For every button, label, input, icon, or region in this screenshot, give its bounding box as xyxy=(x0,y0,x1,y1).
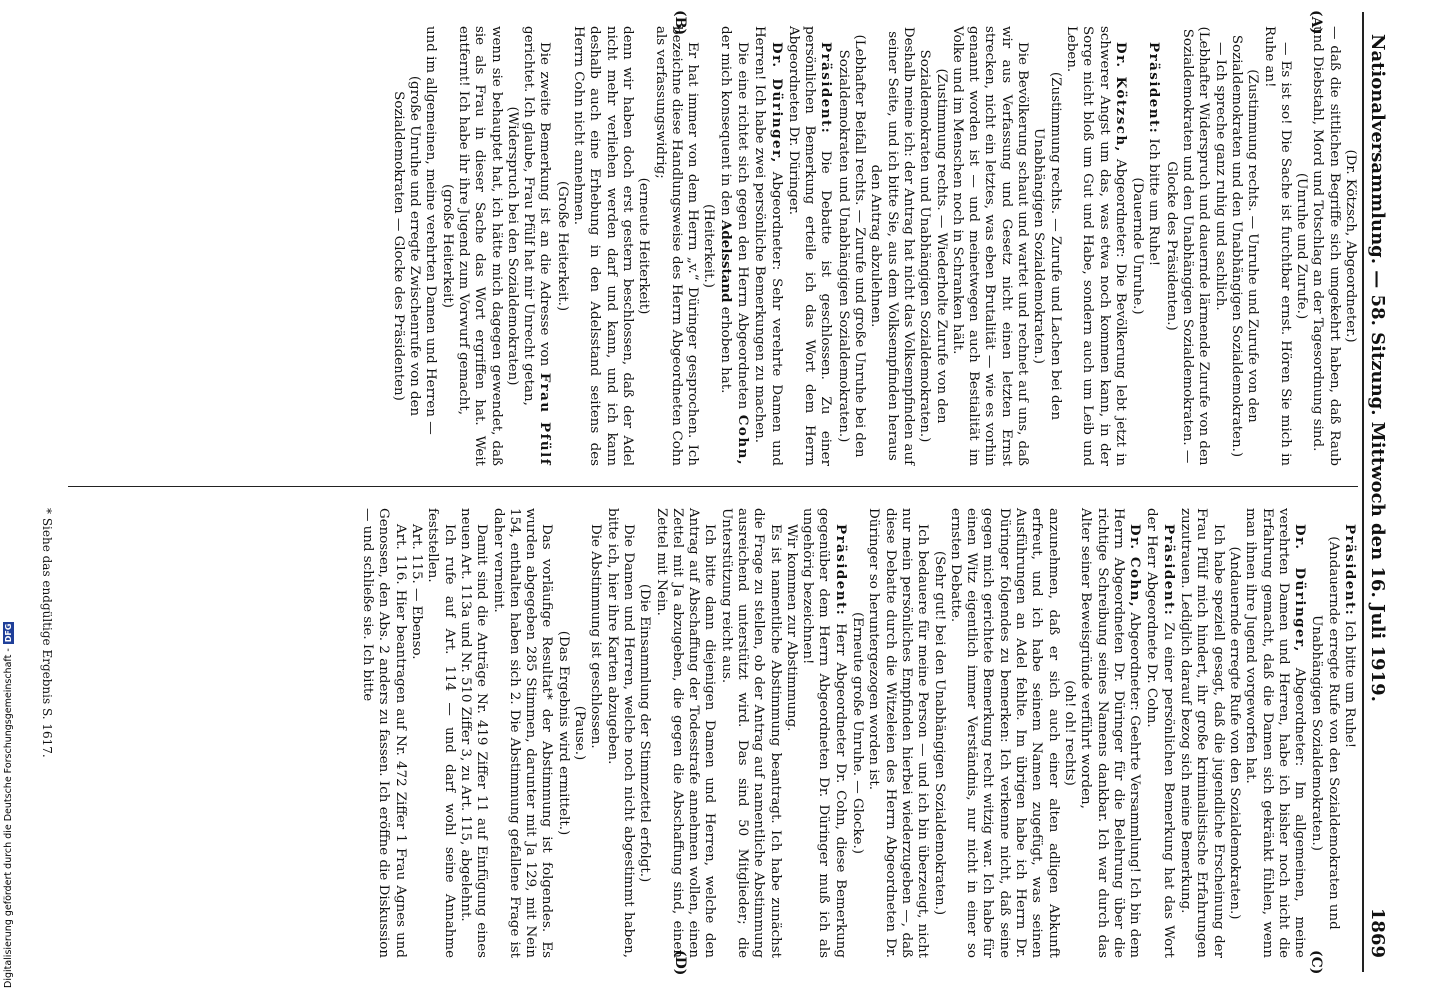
speech-paragraph xyxy=(751,26,785,466)
speech-paragraph xyxy=(1143,508,1177,958)
paragraph: Art. 115. — Ebenso. xyxy=(409,524,425,660)
speaker-name: Dr. Cohn, xyxy=(1127,524,1144,609)
interjection: (Große Heiterkeit.) xyxy=(554,180,570,312)
speech-paragraph xyxy=(1341,508,1358,958)
margin-marker-d: (D) xyxy=(672,950,688,976)
speech-text: Abgeordneter: Geehrte Versammlung! Ich bin dem Herrn Abgeordneten Dr. Düringer für die Belehrung über die richtige Schreibung seines Namens dankbar. Ich war durch das Alter seiner Beweisgründe verführt worden, xyxy=(1078,508,1143,958)
paragraph: Ich habe speziell gesagt, daß die jugendliche Erscheinung der Frau Pfülf mich hindert, ihr große kriminalistische Erfahrungen zuzutrauen. Lediglich darauf bezog sich meine Bemerkung. xyxy=(1178,508,1226,958)
speech-paragraph xyxy=(799,508,849,958)
speech-paragraph xyxy=(1063,26,1129,466)
dfg-logo-icon: DFG xyxy=(4,623,13,643)
rotated-document-page xyxy=(20,10,1390,976)
header-title: Nationalversammlung. — 58. Sitzung. Mittwoch den 16. Juli 1919. xyxy=(1367,34,1388,702)
speech-text: Abgeordneter: Im allgemeinen, meine verehrten Damen und Herren, habe ich bisher noch nicht die Erfahrung gemacht, daß die Damen sich gekränkt fühlen, wenn man ihnen ihre Jugend vorgeworfen hat. xyxy=(1243,508,1308,958)
page-number: 1869 xyxy=(1367,907,1388,958)
emphasized-name: Frau Pfülf xyxy=(537,372,554,466)
interjection: (große Heiterkeit) xyxy=(439,184,455,308)
speech-paragraph xyxy=(1145,26,1162,466)
interjection: (Andauernde erregte Rufe von den Sozialdemokraten und Unabhängigen Sozialdemokraten.) xyxy=(1309,536,1341,930)
paragraph: — daß die sittlichen Begriffe sich umgekehrt haben, daß Raub und Diebstahl, Mord und Totschlag an der Tagesordnung sind. xyxy=(1310,26,1342,466)
interjection: (Zustimmung rechts. — Unruhe und Zurufe von den Sozialdemokraten und den Unabhängigen Sozialdemokraten.) xyxy=(1228,34,1261,458)
paragraph: Er hat immer von dem Herrn „v.“ Düringer gesprochen. Ich bezeichne diese Handlungsweise des Herrn Abgeordneten Cohn als verfassungswidrig; xyxy=(652,26,701,466)
interjection: (Andauernde erregte Rufe von den Sozialdemokraten.) xyxy=(1226,546,1242,920)
interjection: (Dauernde Unruhe.) xyxy=(1130,177,1146,315)
interjection: (Heiterkeit.) xyxy=(701,204,717,288)
paragraph: Die Bevölkerung schaut und wartet und rechnet auf uns, daß wir aus Verfassung und Gesetz nicht einen letzten Ernst strecken, nicht ein letztes, was eben Brutalität — wie es vorhin genannt worden ist — und meinetwegen auch Bestialität im Volke und im Menschen noch in Schranken hält. xyxy=(949,26,1031,466)
text-fragment: Die zweite Bemerkung ist an die Adresse von xyxy=(537,42,553,367)
margin-marker-c: (C) xyxy=(1308,950,1324,975)
page-header xyxy=(1362,12,1390,972)
paragraph: Damit sind die Anträge Nr. 419 Ziffer 11 auf Einfügung eines neuen Art. 113a und Nr. 510 Ziffer 3, zu Art. 115, abgelehnt. xyxy=(457,508,490,958)
emphasized-name: Cohn, xyxy=(735,414,752,466)
paragraph xyxy=(716,26,751,466)
speaker-name: Dr. Düringer, xyxy=(1292,524,1309,653)
interjection: (Zustimmung rechts. — Zurufe und Lachen bei den Unabhängigen Sozialdemokraten.) xyxy=(1031,71,1063,421)
text-fragment: gerichtet. Ich glaube, Frau Pfülf hat mir Unrecht getan, xyxy=(521,26,537,406)
speaker-note: (Dr. Kötzsch, Abgeordneter.) xyxy=(1343,149,1358,343)
margin-marker-a: (A) xyxy=(1308,10,1324,35)
emphasized-word: Adelsstand xyxy=(717,220,734,303)
text-fragment: erhoben hat. xyxy=(717,306,733,394)
paragraph: denn wir haben doch erst gestern beschlossen, daß der Adel nicht mehr verliehen werden darf und kann, und ich kann deshalb auch eine Erhebung in den Adelsstand seitens des Herrn Cohn nicht annehmen. xyxy=(571,26,635,466)
left-column xyxy=(58,26,1358,466)
speaker-name: Präsident: xyxy=(832,524,849,617)
interjection: (Sehr gut! bei den Unabhängigen Sozialdemokraten.) xyxy=(931,550,947,916)
paragraph: Ich rufe auf Art. 114 — und darf wohl seine Annahme feststellen. xyxy=(425,508,457,958)
interjection: (Lebhafter Beifall rechts. — Zurufe und große Unruhe bei den Sozialdemokraten und Unabhängigen Sozialdemokraten.) xyxy=(835,34,868,458)
speech-text: Die Debatte ist geschlossen. Zu einer persönlichen Bemerkung erteile ich das Wort dem Herrn Abgeordneten Dr. Düringer. xyxy=(785,26,834,466)
margin-marker-b: (B) xyxy=(672,10,688,36)
interjection: (Zustimmung rechts. — Wiederholte Zurufe von den Sozialdemokraten und Unabhängigen Sozialdemokraten.) Deshalb meine ich: der Antrag hat nicht das Volksempfinden auf seiner Seite, und ich bitte Sie, aus dem Volksempfinden heraus den Antrag abzulehnen. xyxy=(868,26,949,466)
paragraph: Ich bedauere für meine Person — und ich bin überzeugt, nicht nur mein persönliches Empfinden hierbei wiederzugeben —, daß diese Debatte durch die Witzeleien des Herrn Abgeordneten Dr. Düringer so heruntergezogen worden ist. xyxy=(866,508,931,958)
speaker-name: Präsident: xyxy=(1146,42,1163,135)
side-credit xyxy=(3,588,15,988)
speaker-name: Präsident: xyxy=(818,42,835,135)
paragraph: Art. 116. Hier beantragen auf Nr. 472 Ziffer 1 Frau Agnes und Genossen, den Abs. 2 anders zu fassen. Ich eröffne die Diskussion — und schließe sie. Ich bitte xyxy=(360,508,408,958)
speech-text: Abgeordneter: Sehr verehrte Damen und Herren! Ich habe zwei persönliche Bemerkungen zu machen. xyxy=(752,26,784,466)
speech-paragraph xyxy=(1242,508,1308,958)
column-divider xyxy=(68,486,1358,487)
interjection: (Erneute große Unruhe. — Glocke.) xyxy=(850,612,866,854)
interjection: (Unruhe und Zurufe.) xyxy=(1294,172,1310,320)
speaker-name: Präsident: xyxy=(1160,524,1177,617)
speaker-name: Dr. Kötzsch, xyxy=(1112,42,1129,153)
interjection: (oh! oh! rechts) xyxy=(1061,680,1077,786)
interjection: (Lebhafter Widerspruch und dauernde lärmende Zurufe von den Sozialdemokraten und den Unabhängigen Sozialdemokraten. — Glocke des Präsidenten.) xyxy=(1163,26,1212,466)
interjection: (große Unruhe und erregte Zwischenrufe von den Sozialdemokraten — Glocke des Präsidenten) xyxy=(390,75,423,417)
speech-text: Zu einer persönlichen Bemerkung hat das Wort der Herr Abgeordnete Dr. Cohn. xyxy=(1144,508,1176,958)
paragraph: Wir kommen zur Abstimmung. xyxy=(783,524,799,732)
paragraph: Die Damen und Herren, welche noch nicht abgestimmt haben, bitte ich, hier ihre Karten abzugeben. xyxy=(604,508,636,958)
paragraph: Das vorläufige Resultat* der Abstimmung ist folgendes. Es wurden abgegeben 285 Stimmen, darunter mit Ja 129, mit Nein 154, enthalten haben sich 2. Die Abstimmung gefallene Frage ist daher verneint. xyxy=(490,508,555,958)
speech-text: Herr Abgeordneter Dr. Cohn, diese Bemerkung gegenüber dem Herrn Abgeordneten Dr. Düringer muß ich als ungehörig bezeichnen! xyxy=(800,508,848,958)
text-fragment: Die eine richtet sich gegen den Herrn Abgeordneten xyxy=(735,42,751,410)
speech-text: Ich bitte um Ruhe! xyxy=(1342,620,1357,749)
paragraph: Die Abstimmung ist geschlossen. xyxy=(588,524,604,749)
paragraph: und im allgemeinen, meine verehrten Damen und Herren — xyxy=(423,26,439,435)
paragraph: — Es ist so! Die Sache ist furchtbar ernst. Hören Sie mich in Ruhe an! xyxy=(1261,26,1293,466)
paragraph: wenn sie behauptet hat, ich hätte mich dagegen gewendet, daß sie als Frau in dieser Sache das Wort ergriffen hat. Weit entfernt! Ich habe ihr ihre Jugend zum Vorwurf gemacht, xyxy=(455,26,504,466)
interjection: (Das Ergebnis wird ermittelt.) xyxy=(555,630,571,836)
speech-text: Abgeordneter: Die Bevölkerung lebt jetzt in schwerer Angst um das, was etwa noch kommen kann, in der Sorge nicht bloß um Gut und Habe, sondern auch um Leib und Leben. xyxy=(1063,26,1128,466)
speech-text: Ich bitte um Ruhe! xyxy=(1146,138,1162,267)
paragraph: anzunehmen, daß er sich auch einer alten adligen Abkunft erfreut, und ich habe seinem Namen zugefügt, was seinen Ausführungen an Adel fehlte. Im übrigen habe ich Herrn Dr. Düringer folgendes zu bemerken: Ich verkenne nicht, daß seine gegen mich gerichtete Bemerkung recht witzig war. Ich habe für einen Witz eigentlich immer Verständnis, nur nicht in einer so ernsten Debatte. xyxy=(947,508,1061,958)
interjection: (Widerspruch bei den Sozialdemokraten) xyxy=(504,106,520,386)
paragraph: — Ich spreche ganz ruhig und sachlich. xyxy=(1212,42,1228,311)
paragraph xyxy=(520,26,554,466)
text-fragment: der mich konsequent in den xyxy=(717,26,733,216)
right-column xyxy=(58,508,1358,958)
paragraph: Es ist namentliche Abstimmung beantragt. Ich habe zunächst die Frage zu stellen, ob der Antrag auf namentliche Abstimmung ausreichend unterstützt wird. Das sind 50 Mitglieder; die Unterstützung reicht aus. xyxy=(718,508,783,958)
paragraph: Ich bitte dann diejenigen Damen und Herren, welche den Antrag auf Abschaffung der Todesstrafe annehmen wollen, einen Zettel mit Ja abzugeben, die gegen die Abschaffung sind, einen Zettel mit Nein. xyxy=(653,508,718,958)
speaker-name: Dr. Düringer, xyxy=(768,42,785,164)
speech-paragraph xyxy=(1077,508,1143,958)
credit-text: Digitalisierung gefördert durch die Deutsche Forschungsgemeinschaft - xyxy=(3,648,14,988)
interjection: (Pause.) xyxy=(572,705,588,761)
interjection: (Die Einsammlung der Stimmzettel erfolgt.) xyxy=(637,583,653,883)
speech-paragraph xyxy=(785,26,835,466)
footnote: * Siehe das endgültige Ergebnis S. 1617. xyxy=(40,508,54,758)
speaker-name: Präsident: xyxy=(1342,524,1358,617)
interjection: (erneute Heiterkeit) xyxy=(636,177,652,315)
